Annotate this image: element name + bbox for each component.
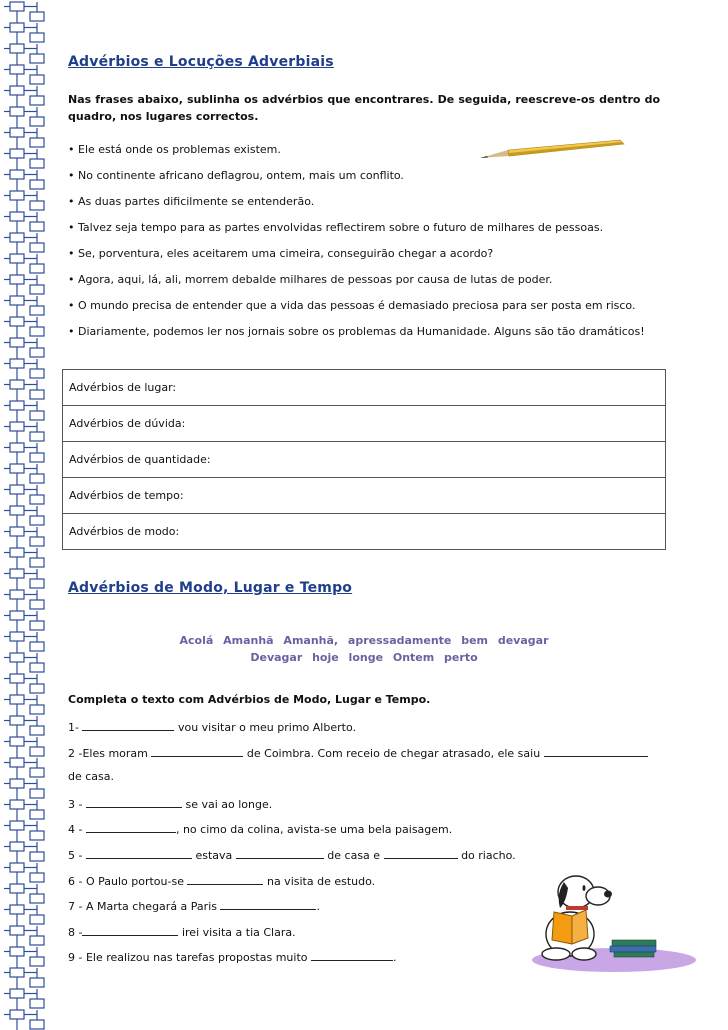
list-item: • Diariamente, podemos ler nos jornais sobre os problemas da Humanidade. Alguns são tão dramáticos!	[68, 325, 645, 338]
table-row-quantidade[interactable]: Advérbios de quantidade:	[63, 442, 666, 478]
list-item: • No continente africano deflagrou, ontem, mais um conflito.	[68, 169, 404, 182]
answer-blank[interactable]	[82, 719, 174, 731]
table-row-lugar[interactable]: Advérbios de lugar:	[63, 370, 666, 406]
table-row-tempo[interactable]: Advérbios de tempo:	[63, 478, 666, 514]
adverb-table	[62, 369, 666, 550]
answer-blank[interactable]	[220, 898, 316, 910]
instruction-text: Nas frases abaixo, sublinha os advérbios que encontrares. De seguida, reescreve-os dentro do quadro, nos lugares correctos.	[68, 93, 660, 123]
exercise-7: 7 - A Marta chegará a Paris .	[68, 900, 320, 913]
list-item: • Talvez seja tempo para as partes envolvidas reflectirem sobre o futuro de milhares de pessoas.	[68, 221, 604, 234]
list-item: • Ele está onde os problemas existem.	[68, 143, 281, 156]
answer-blank[interactable]	[86, 821, 176, 833]
exercise-8: 8 - irei visita a tia Clara.	[68, 926, 296, 939]
answer-blank[interactable]	[311, 949, 393, 961]
list-item: • O mundo precisa de entender que a vida das pessoas é demasiado preciosa para ser posta em risco.	[68, 299, 636, 312]
exercise-4: 4 - , no cimo da colina, avista-se uma bela paisagem.	[68, 823, 453, 836]
section-title-modo-lugar-tempo: Advérbios de Modo, Lugar e Tempo	[68, 580, 353, 596]
exercise-3: 3 - se vai ao longe.	[68, 798, 273, 811]
word-bank-line-1: Acolá Amanhã Amanhã, apressadamente bem devagar	[179, 634, 549, 647]
answer-blank[interactable]	[544, 745, 648, 757]
table-row-duvida[interactable]: Advérbios de dúvida:	[63, 406, 666, 442]
exercise-9: 9 - Ele realizou nas tarefas propostas muito .	[68, 951, 397, 964]
answer-blank[interactable]	[86, 796, 182, 808]
exercise-1: 1- vou visitar o meu primo Alberto.	[68, 721, 356, 734]
answer-blank[interactable]	[86, 847, 192, 859]
exercise-6: 6 - O Paulo portou-se na visita de estudo.	[68, 875, 376, 888]
section-title-adverbs: Advérbios e Locuções Adverbiais	[68, 54, 334, 70]
exercise-instruction: Completa o texto com Advérbios de Modo, Lugar e Tempo.	[68, 693, 431, 706]
answer-blank[interactable]	[384, 847, 458, 859]
list-item: • Se, porventura, eles aceitarem uma cimeira, conseguirão chegar a acordo?	[68, 247, 494, 260]
exercise-2-continued: de casa.	[68, 770, 115, 783]
answer-blank[interactable]	[236, 847, 324, 859]
answer-blank[interactable]	[82, 924, 178, 936]
answer-blank[interactable]	[187, 873, 263, 885]
exercise-5: 5 - estava de casa e do riacho.	[68, 849, 516, 862]
decorative-border	[0, 0, 58, 1030]
exercise-2: 2 -Eles moram de Coimbra. Com receio de chegar atrasado, ele saiu	[68, 745, 648, 760]
table-row-modo[interactable]: Advérbios de modo:	[63, 514, 666, 550]
list-item: • Agora, aqui, lá, ali, morrem debalde milhares de pessoas por causa de lutas de poder.	[68, 273, 553, 286]
answer-blank[interactable]	[151, 745, 243, 757]
word-bank-line-2: Devagar hoje longe Ontem perto	[250, 651, 478, 664]
list-item: • As duas partes dificilmente se entenderão.	[68, 195, 315, 208]
sentence-list	[68, 141, 668, 349]
snoopy-reading-illustration	[526, 868, 696, 978]
